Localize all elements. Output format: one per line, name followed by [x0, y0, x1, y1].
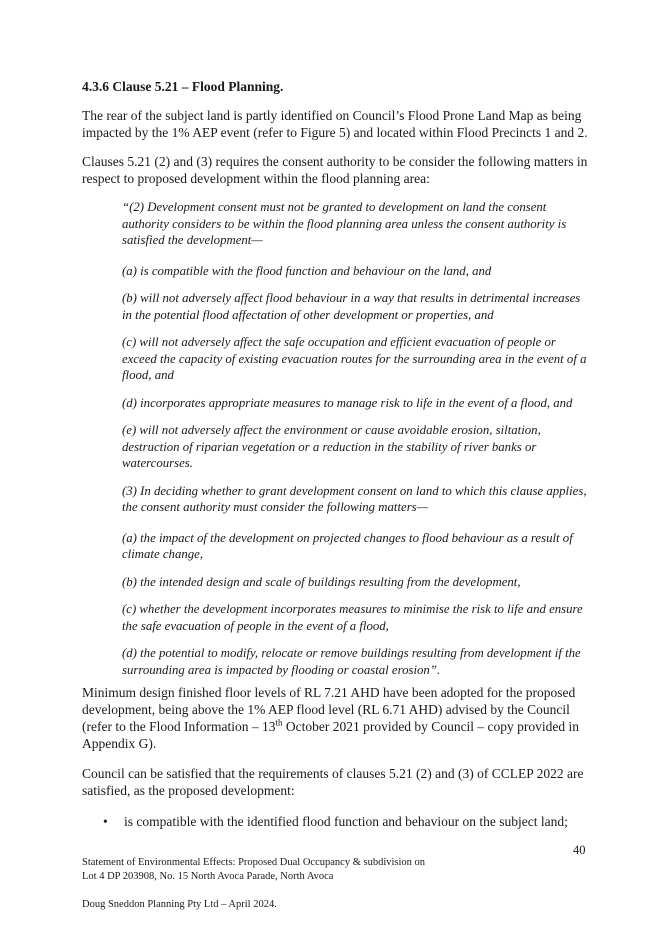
floor-levels-superscript: th — [275, 717, 283, 728]
floor-levels-text: Minimum design finished floor levels of RL 7.21 AHD have been adopted for the proposed development, being above the 1% AEP flood level (RL 6.71 AHD) advised by the Council (refer to the Flood Information – 13 — [82, 685, 576, 734]
quote-item: (c) whether the development incorporates measures to minimise the risk to life and ensure the safe evacuation of people in the event of a flood, — [122, 602, 583, 633]
quote-item: (d) the potential to modify, relocate or remove buildings resulting from development if the surrounding area is impacted by flooding or coastal erosion”. — [122, 646, 581, 677]
footer-line-1: Statement of Environmental Effects: Proposed Dual Occupancy & subdivision on — [82, 857, 426, 868]
clause-quote — [122, 199, 588, 678]
page-footer — [82, 856, 562, 912]
quote-item: “(2) Development consent must not be granted to development on land the consent authority considers to be within the flood planning area unless the consent authority is satisfied the development— — [122, 200, 567, 247]
page-number: 40 — [573, 843, 586, 857]
quote-item: (3) In deciding whether to grant development consent on land to which this clause applies, the consent authority must consider the following matters— — [122, 483, 587, 514]
council-paragraph: Council can be satisfied that the requirements of clauses 5.21 (2) and (3) of CCLEP 2022 are satisfied, as the proposed development: — [82, 766, 584, 798]
quote-item: (b) will not adversely affect flood behaviour in a way that results in detrimental increases in the potential flood affectation of other development or properties, and — [122, 291, 581, 322]
requirements-list — [82, 813, 588, 830]
quote-item: (e) will not adversely affect the environment or cause avoidable erosion, siltation, destruction of riparian vegetation or a reduction in the stability of river banks or watercourses. — [122, 423, 541, 470]
footer-company: Doug Sneddon Planning Pty Ltd – April 2024. — [82, 899, 277, 910]
list-item-text: is compatible with the identified flood function and behaviour on the subject land; — [124, 814, 568, 829]
quote-item: (d) incorporates appropriate measures to manage risk to life in the event of a flood, and — [122, 395, 573, 410]
quote-item: (b) the intended design and scale of buildings resulting from the development, — [122, 574, 521, 589]
bullet-icon: • — [103, 814, 108, 829]
section-heading: 4.3.6 Clause 5.21 – Flood Planning. — [82, 79, 284, 94]
list-item — [82, 813, 588, 830]
footer-line-2: Lot 4 DP 203908, No. 15 North Avoca Parade, North Avoca — [82, 871, 334, 882]
quote-item: (a) is compatible with the flood function and behaviour on the land, and — [122, 263, 492, 278]
clauses-paragraph: Clauses 5.21 (2) and (3) requires the consent authority to be consider the following matters in respect to proposed development within the flood planning area: — [82, 154, 588, 186]
quote-item: (a) the impact of the development on projected changes to flood behaviour as a result of climate change, — [122, 530, 573, 561]
floor-levels-paragraph — [82, 684, 588, 752]
document-body — [82, 78, 588, 830]
floor-levels-text-end: October 2021 provided by Council – copy provided in Appendix G). — [82, 719, 580, 751]
quote-item: (c) will not adversely affect the safe occupation and efficient evacuation of people or exceed the capacity of existing evacuation routes for the surrounding area in the event of a flood, and — [122, 335, 587, 382]
intro-paragraph: The rear of the subject land is partly identified on Council’s Flood Prone Land Map as being impacted by the 1% AEP event (refer to Figure 5) and located within Flood Precincts 1 and 2. — [82, 108, 588, 140]
